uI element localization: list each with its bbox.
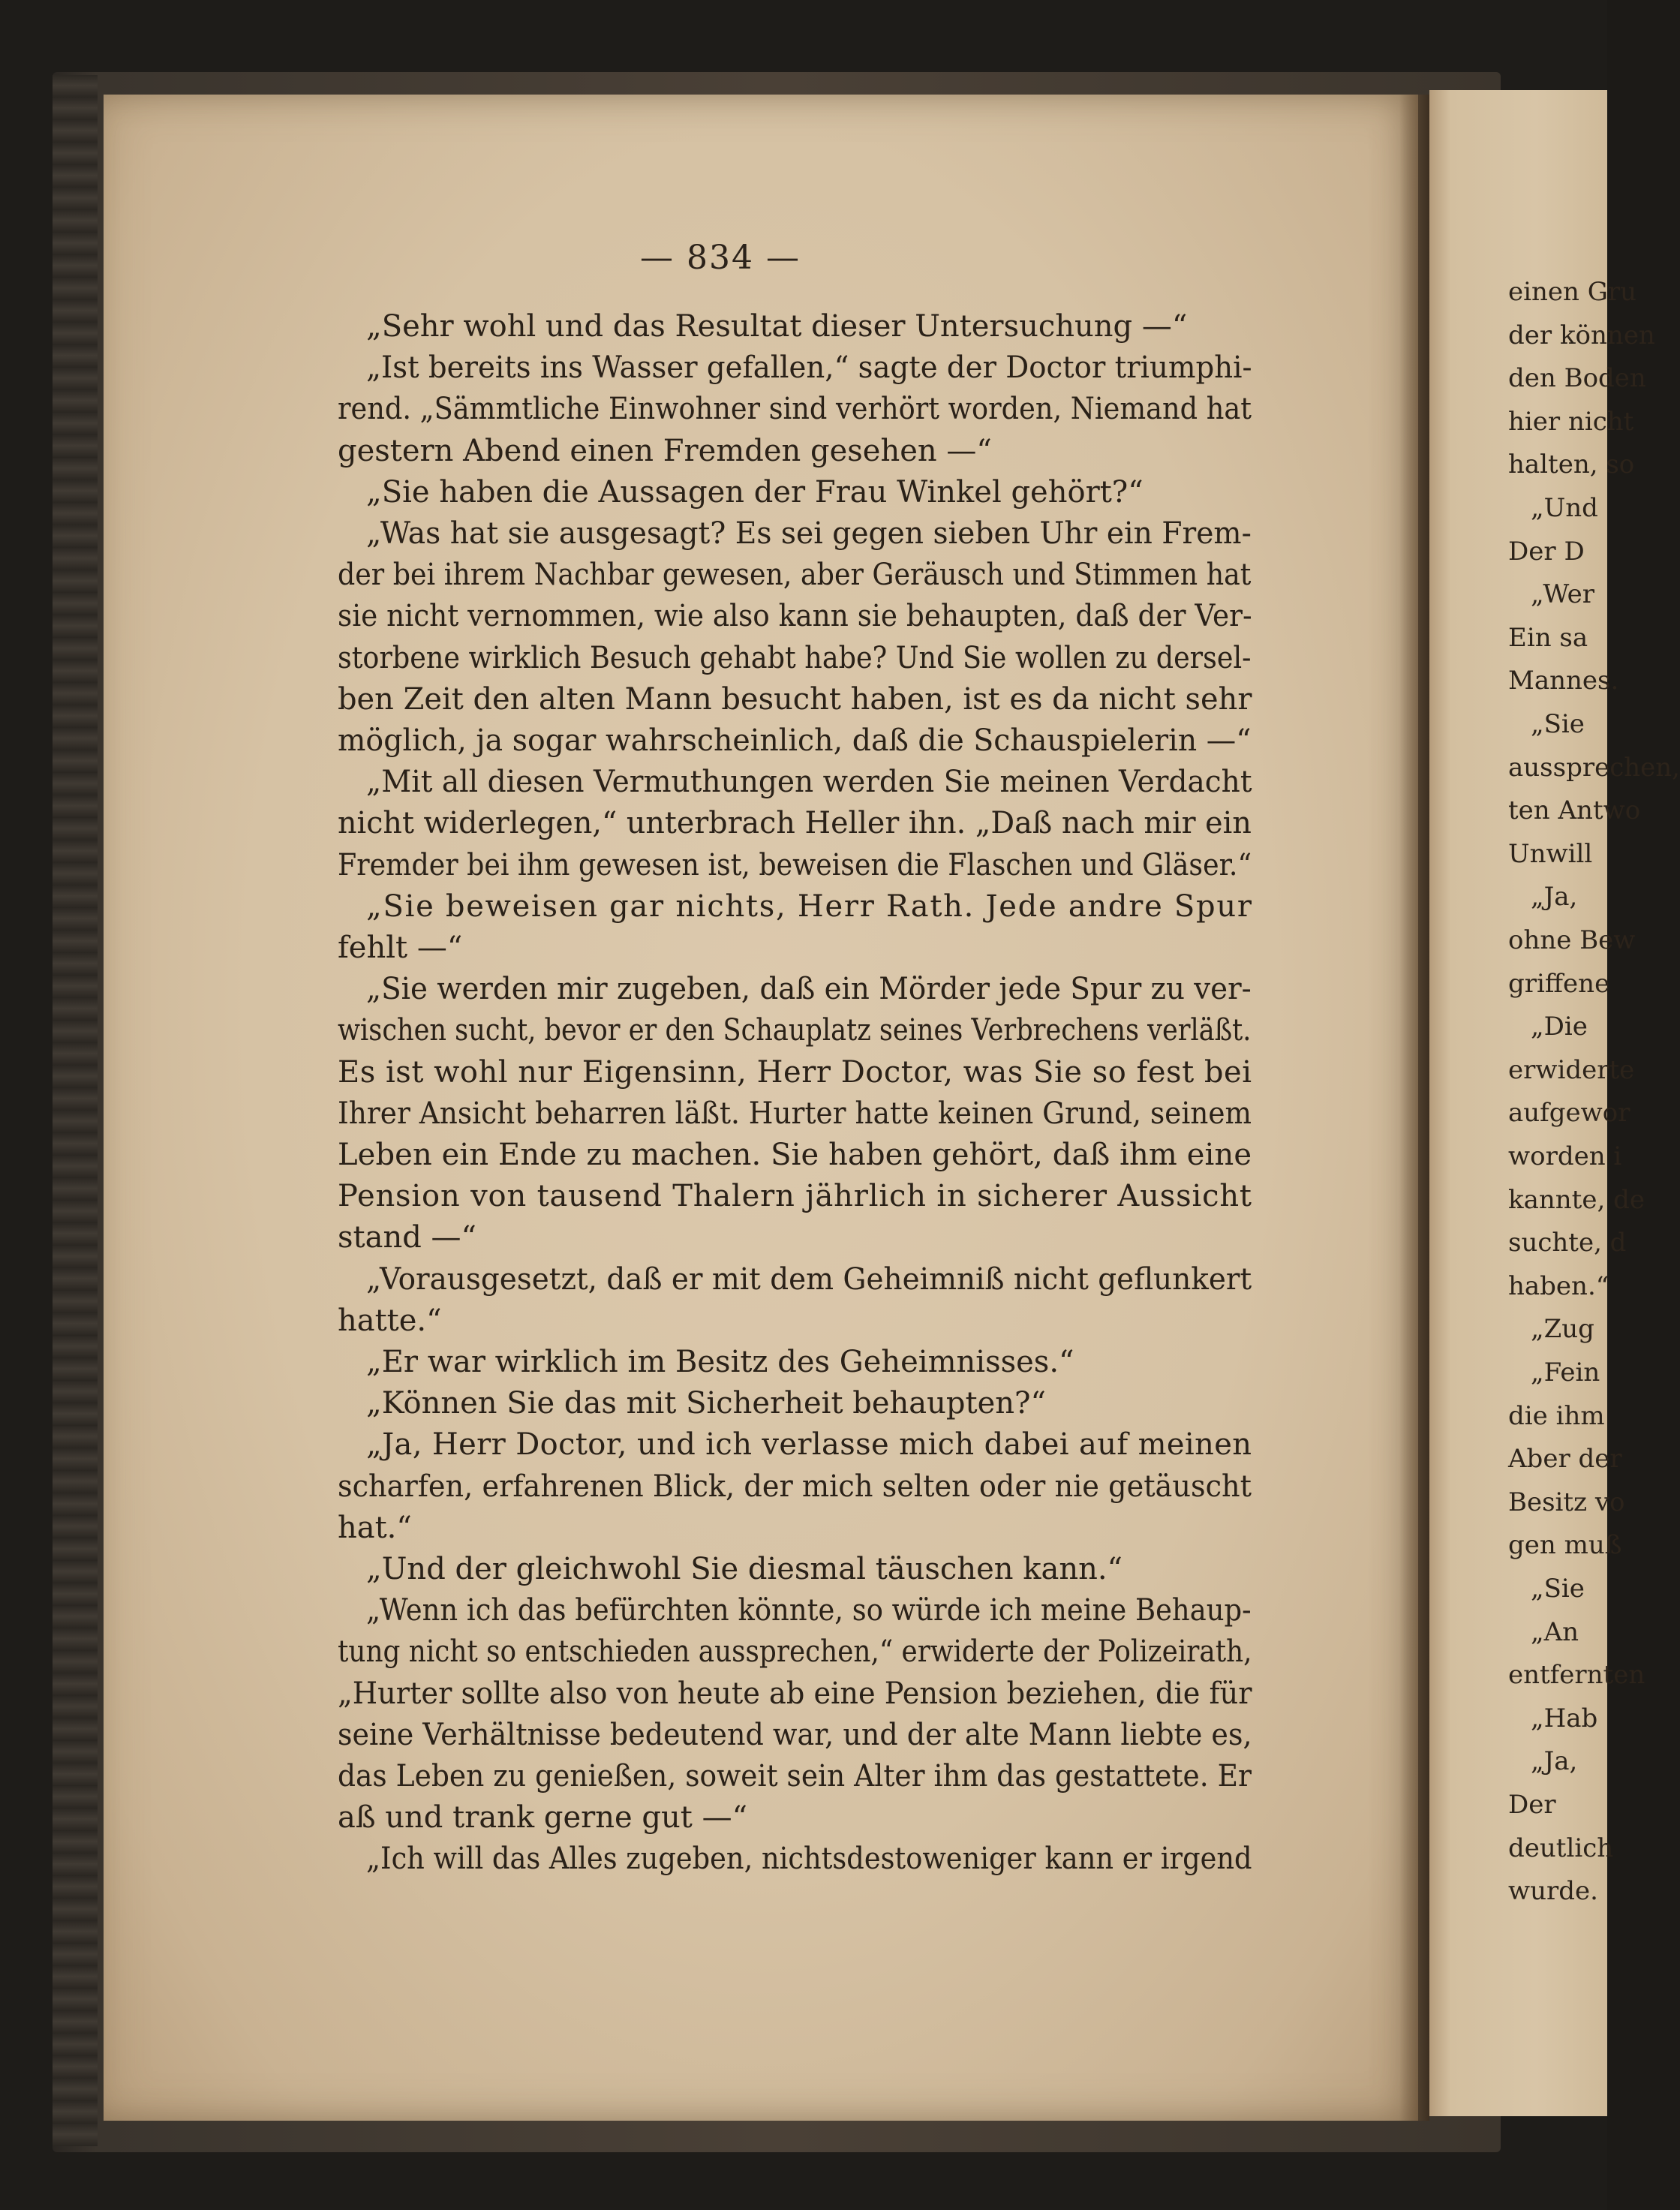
right-text-line: Der [1508, 1790, 1556, 1820]
right-text-line: „Zug [1531, 1314, 1594, 1344]
text-line: stand —“ [338, 1220, 476, 1255]
text-line: „Hurter sollte also von heute ab eine Pension beziehen, die für [338, 1676, 1252, 1711]
right-text-line: hier nicht [1508, 407, 1634, 437]
text-line: „Ist bereits ins Wasser gefallen,“ sagte der Doctor triumphi- [366, 350, 1252, 385]
right-text-line: suchte, d [1508, 1228, 1627, 1258]
text-line: nicht widerlegen,“ unterbrach Heller ihn. „Daß nach mir ein [338, 806, 1252, 840]
right-text-line: „Sie [1531, 709, 1585, 739]
text-line: wischen sucht, bevor er den Schauplatz seines Verbrechens verläßt. [338, 1013, 1252, 1048]
right-text-line: Besitz vo [1508, 1487, 1625, 1517]
text-line: scharfen, erfahrenen Blick, der mich selten oder nie getäuscht [338, 1469, 1252, 1504]
right-text-line: wurde. [1508, 1876, 1598, 1906]
right-text-line: deutlich [1508, 1833, 1614, 1863]
text-line: fehlt —“ [338, 931, 463, 965]
right-text-line: der können [1508, 320, 1655, 350]
page-gutter [1399, 95, 1429, 2121]
right-text-line: kannte, de [1508, 1185, 1645, 1215]
right-text-line: einen Gru [1508, 277, 1637, 307]
text-line: hat.“ [338, 1511, 412, 1545]
right-text-line: erwiderte [1508, 1055, 1635, 1085]
right-text-line: Unwill [1508, 839, 1593, 869]
right-text-line: aufgewor [1508, 1098, 1630, 1128]
text-line: „Vorausgesetzt, daß er mit dem Geheimniß nicht geflunkert [366, 1262, 1252, 1297]
text-line: „Und der gleichwohl Sie diesmal täuschen kann.“ [366, 1552, 1123, 1586]
right-text-line: „Die [1531, 1012, 1588, 1042]
page-number: — 834 — [640, 239, 801, 277]
text-line: der bei ihrem Nachbar gewesen, aber Geräusch und Stimmen hat [338, 558, 1252, 592]
right-text-line: den Boden [1508, 363, 1646, 393]
right-text-line: haben.“ [1508, 1271, 1609, 1301]
text-line: hatte.“ [338, 1303, 442, 1338]
text-line: „Er war wirklich im Besitz des Geheimnisses.“ [366, 1345, 1074, 1379]
text-line: „Sie haben die Aussagen der Frau Winkel gehört?“ [366, 475, 1144, 510]
right-text-line: worden i [1508, 1141, 1622, 1171]
right-text-line: Ein sa [1508, 623, 1588, 653]
right-text-line: „Ja, [1531, 882, 1578, 912]
text-line: Leben ein Ende zu machen. Sie haben gehört, daß ihm eine [338, 1138, 1252, 1172]
text-line: Fremder bei ihm gewesen ist, beweisen die Flaschen und Gläser.“ [338, 848, 1252, 882]
right-text-line: gen muß [1508, 1530, 1622, 1560]
text-line: „Sehr wohl und das Resultat dieser Untersuchung —“ [366, 309, 1188, 344]
text-line: aß und trank gerne gut —“ [338, 1800, 748, 1835]
right-text-line: „An [1531, 1617, 1579, 1647]
text-line: Pension von tausend Thalern jährlich in sicherer Aussicht [338, 1179, 1252, 1213]
text-line: sie nicht vernommen, wie also kann sie behaupten, daß der Ver- [338, 599, 1252, 633]
right-text-line: „Und [1531, 493, 1598, 523]
text-line: rend. „Sämmtliche Einwohner sind verhört worden, Niemand hat [338, 392, 1252, 426]
right-text-line: „Hab [1531, 1703, 1598, 1733]
text-line: „Ja, Herr Doctor, und ich verlasse mich dabei auf meinen [366, 1427, 1252, 1462]
text-line: „Sie beweisen gar nichts, Herr Rath. Jede andre Spur [366, 889, 1253, 924]
text-line: Ihrer Ansicht beharren läßt. Hurter hatte keinen Grund, seinem [338, 1096, 1252, 1131]
text-line: „Was hat sie ausgesagt? Es sei gegen sieben Uhr ein Frem- [366, 516, 1252, 551]
right-text-line: Aber der [1508, 1444, 1622, 1474]
right-text-line: ohne Bew [1508, 925, 1636, 955]
text-line: ben Zeit den alten Mann besucht haben, ist es da nicht sehr [338, 682, 1252, 717]
text-line: „Mit all diesen Vermuthungen werden Sie meinen Verdacht [366, 765, 1252, 799]
right-text-line: halten, so [1508, 450, 1635, 480]
text-line: storbene wirklich Besuch gehabt habe? Und Sie wollen zu dersel- [338, 641, 1252, 675]
text-line: gestern Abend einen Fremden gesehen —“ [338, 434, 992, 468]
right-text-line: „Fein [1531, 1358, 1600, 1388]
text-line: das Leben zu genießen, soweit sein Alter ihm das gestattete. Er [338, 1759, 1252, 1794]
text-line: „Wenn ich das befürchten könnte, so würde ich meine Behaup- [366, 1593, 1252, 1628]
right-text-line: „Sie [1531, 1574, 1585, 1604]
right-text-line: Der D [1508, 537, 1585, 567]
right-text-line: „Ja, [1531, 1746, 1578, 1776]
right-text-line: aussprechen, [1508, 753, 1680, 783]
text-line: „Sie werden mir zugeben, daß ein Mörder jede Spur zu ver- [366, 972, 1252, 1006]
right-text-line: „Wer [1531, 579, 1594, 609]
text-line: Es ist wohl nur Eigensinn, Herr Doctor, was Sie so fest bei [338, 1055, 1252, 1090]
text-line: möglich, ja sogar wahrscheinlich, daß die Schauspielerin —“ [338, 723, 1252, 758]
right-text-line: die ihm [1508, 1401, 1605, 1431]
cover-edge [53, 75, 98, 2146]
text-line: „Können Sie das mit Sicherheit behaupten?“ [366, 1386, 1046, 1421]
right-text-line: Mannes. [1508, 666, 1619, 696]
text-line: tung nicht so entschieden aussprechen,“ erwiderte der Polizeirath, [338, 1634, 1252, 1669]
right-text-line: entfernten [1508, 1660, 1645, 1690]
right-text-line: griffene [1508, 969, 1610, 999]
text-line: seine Verhältnisse bedeutend war, und der alte Mann liebte es, [338, 1718, 1252, 1752]
right-text-line: ten Antwo [1508, 795, 1641, 825]
text-line: „Ich will das Alles zugeben, nichtsdestoweniger kann er irgend [366, 1842, 1252, 1876]
